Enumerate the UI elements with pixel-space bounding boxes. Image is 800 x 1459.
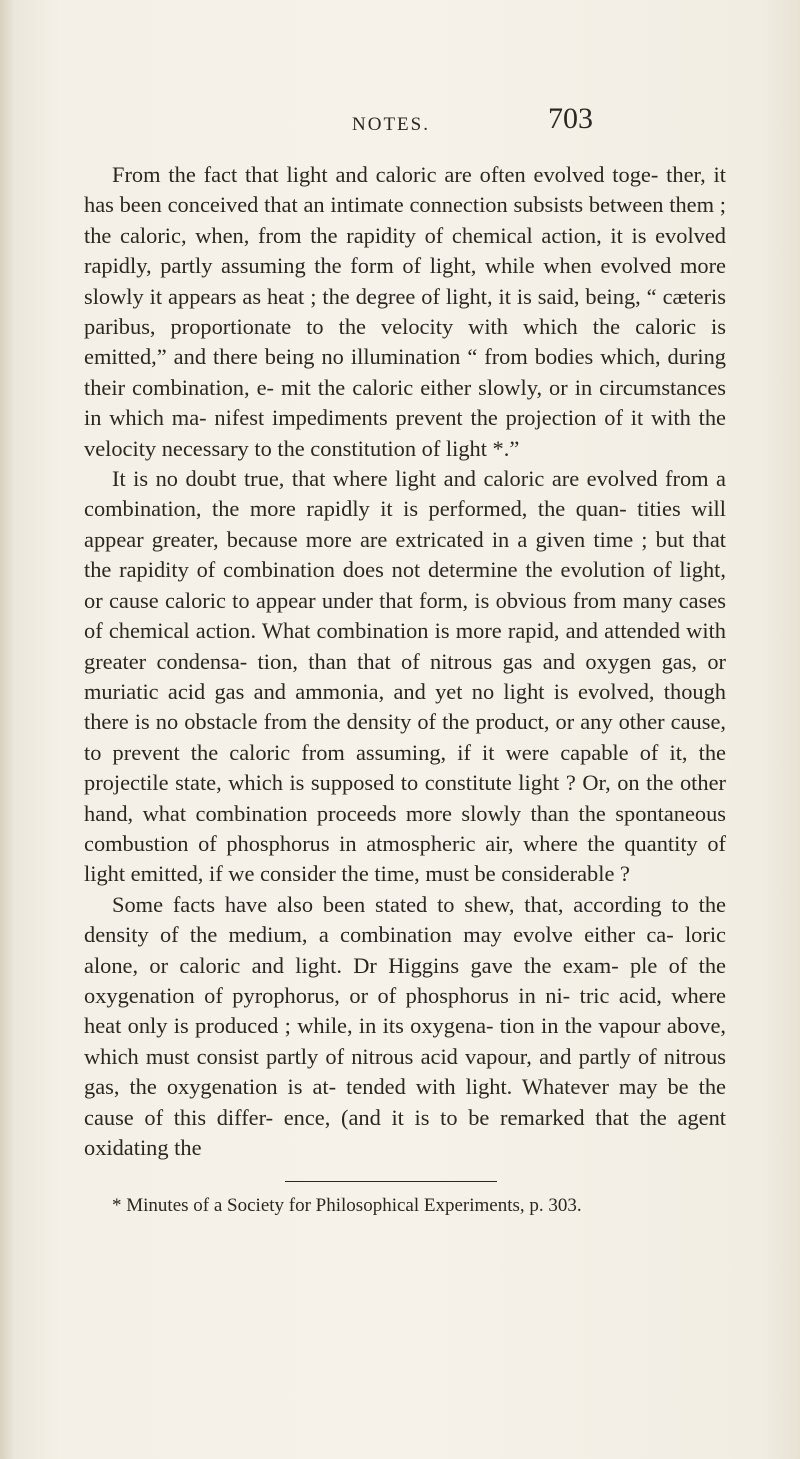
page-gutter-shadow [0, 0, 14, 1459]
paragraph: Some facts have also been stated to shew, that, according to the density of the medium, a combination may evolve either ca- loric alone, or caloric and light. Dr Higgins gave the exam- ple of the oxygenation of pyrophorus, or of phosphorus in ni- tric acid, where heat only is produced ; while, in its oxygena- tion in the vapour above, which must consist partly of nitrous acid vapour, and partly of nitrous gas, the oxygenation is at- tended with light. Whatever may be the cause of this differ- ence, (and it is to be remarked that the agent oxidating the [84, 891, 726, 1160]
body-text [84, 160, 726, 1163]
page-number: 703 [548, 102, 593, 135]
paragraph: It is no doubt true, that where light and caloric are evolved from a combination, the more rapidly it is performed, the quan- tities will appear greater, because more are extricated in a given time ; but that the rapidity of combination does not determine the evolution of light, or cause caloric to appear under that form, is obvious from many cases of chemical action. What combination is more rapid, and attended with greater condensa- tion, than that of nitrous gas and oxygen gas, or muriatic acid gas and ammonia, and yet no light is evolved, though there is no obstacle from the density of the product, or any other cause, to prevent the caloric from assuming, if it were capable of it, the projectile state, which is supposed to constitute light ? Or, on the other hand, what combination proceeds more slowly than the spontaneous combustion of phosphorus in atmospheric air, where the quantity of light emitted, if we consider the time, must be considerable ? [84, 466, 726, 887]
page-header [0, 100, 800, 140]
footnote-rule [285, 1181, 497, 1182]
footnote: * Minutes of a Society for Philosophical Experiments, p. 303. [112, 1195, 582, 1216]
paragraph: From the fact that light and caloric are often evolved toge- ther, it has been conceived that an intimate connection subsists between them ; the caloric, when, from the rapidity of chemical action, it is evolved rapidly, partly assuming the form of light, while when evolved more slowly it appears as heat ; the degree of light, it is said, being, “ cæteris paribus, proportionate to the velocity with which the caloric is emitted,” and there being no illumination “ from bodies which, during their combination, e- mit the caloric either slowly, or in circumstances in which ma- nifest impediments prevent the projection of it with the velocity necessary to the constitution of light *.” [84, 162, 726, 461]
running-head: NOTES. [352, 114, 430, 135]
